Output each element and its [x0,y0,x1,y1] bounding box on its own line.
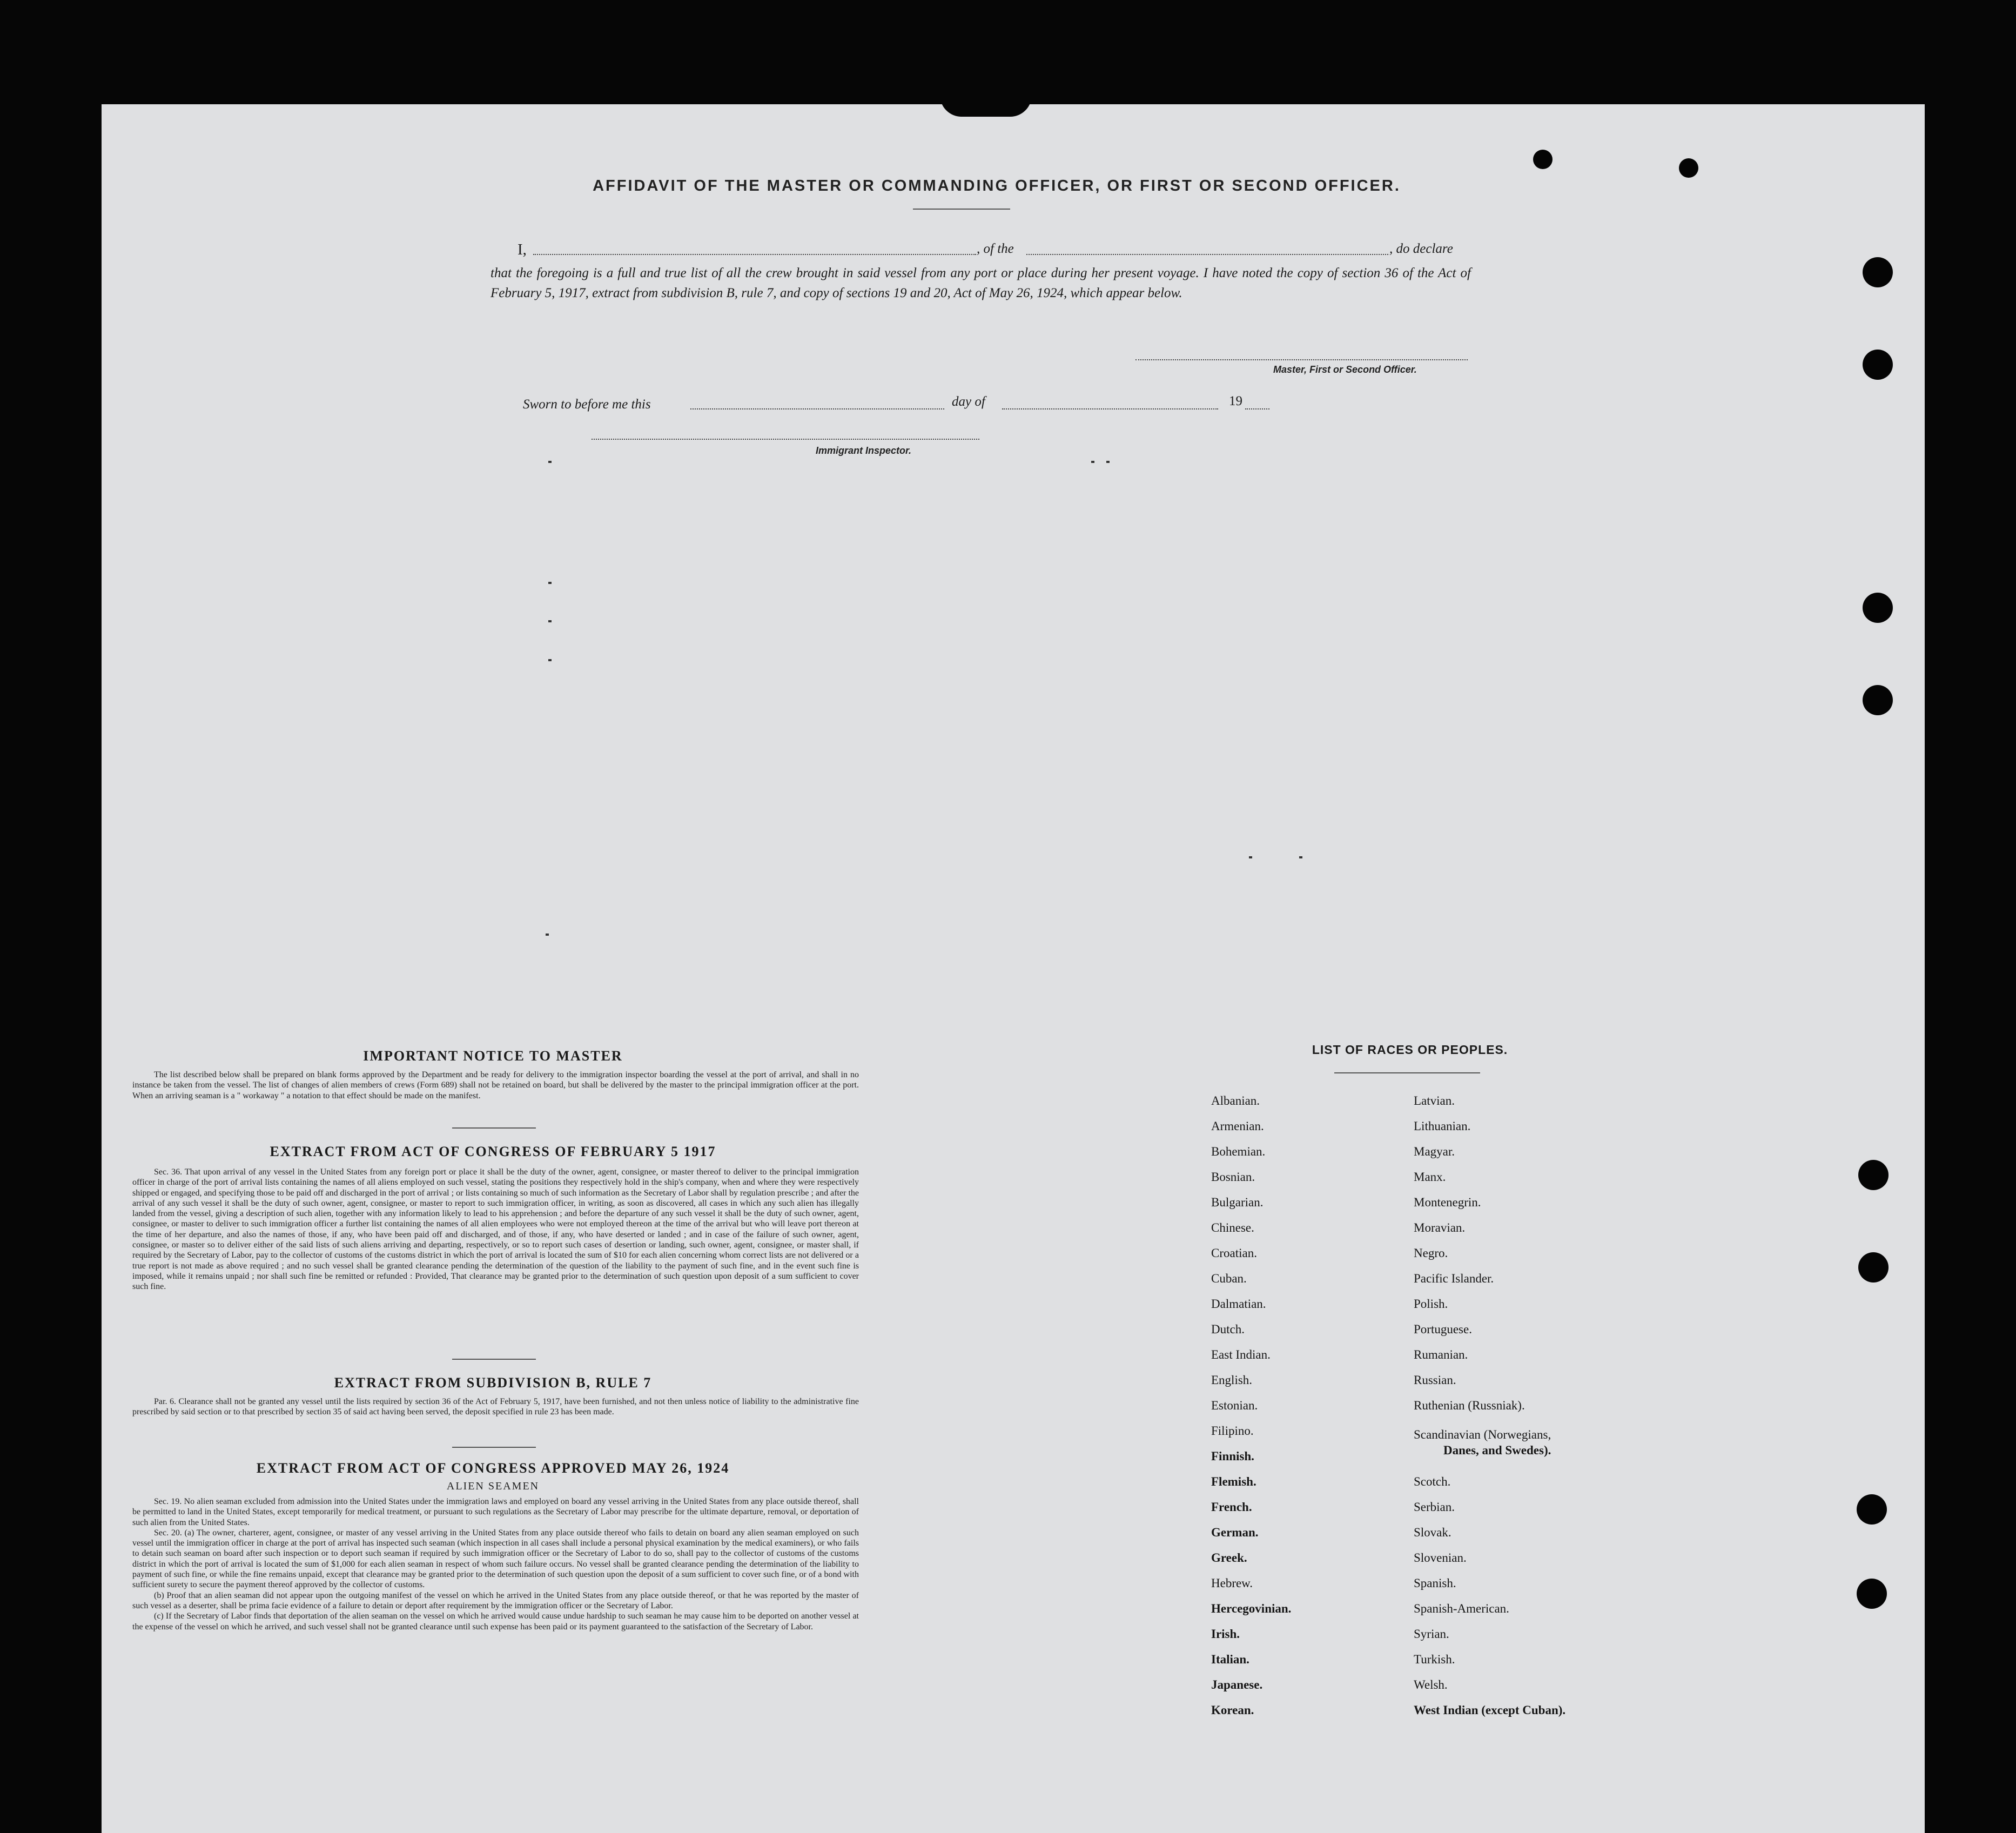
race-right: Manx. [1414,1170,1446,1184]
race-left: English. [1211,1373,1253,1387]
day-of-label: day of [952,394,985,409]
vessel-blank [1026,254,1388,255]
race-left: Chinese. [1211,1221,1254,1234]
section-rule [452,1359,536,1360]
do-declare-label: , do declare [1389,241,1453,256]
act1917-text [132,1167,859,1292]
race-right: Rumanian. [1414,1348,1468,1361]
race-right: Scotch. [1414,1475,1451,1488]
act1924-text [132,1496,859,1632]
punch-hole [1533,150,1553,169]
signature-caption: Master, First or Second Officer. [1273,364,1417,375]
affidavit-title: AFFIDAVIT OF THE MASTER OR COMMANDING OFFICER, OR FIRST OR SECOND OFFICER. [593,177,1401,194]
title-rule [913,209,1010,210]
speck [1299,856,1302,858]
race-left: East Indian. [1211,1348,1271,1361]
race-left: Hercegovinian. [1211,1602,1292,1615]
punch-hole [1863,257,1893,287]
subdivision-title: EXTRACT FROM SUBDIVISION B, RULE 7 [334,1375,652,1391]
subdivision-text [132,1396,859,1418]
speck [1106,461,1110,463]
punch-hole [1863,350,1893,380]
race-left: Italian. [1211,1653,1249,1666]
notice-paragraph: The list described below shall be prepared on blank forms approved by the Department and be ready for delivery to the immigration inspector boarding the vessel at the port of arrival, and shall in no instance be taken from the vessel. The list of changes of alien members of crews (Form 689) shall not be retained on board, but shall be delivered by the master to the principal immigration officer at the port. When an arriving seaman is a " workaway " a notation to that effect should be made on the manifest. [132,1070,859,1100]
punch-hole [1863,685,1893,715]
race-left: Armenian. [1211,1119,1264,1133]
race-right: Spanish-American. [1414,1602,1509,1615]
races-title-rule [1334,1072,1480,1073]
signature-line [1135,359,1468,360]
sworn-label: Sworn to before me this [523,397,651,412]
race-left: Estonian. [1211,1399,1258,1412]
race-left: Dalmatian. [1211,1297,1266,1311]
act1917-paragraph: Sec. 36. That upon arrival of any vessel in the United States from any foreign port or place it shall be the duty of the owner, agent, consignee, or master thereof to deliver to the principal immigration officer in charge of the port of arrival lists containing the names of all aliens employed on such vessel, stating the positions they respectively hold in the ship's company, when and where they were respectively shipped or engaged, and specifying those to be paid off and discharged in the port of arrival ; or lists containing so much of such information as the Secretary of Labor shall by regulation prescribe ; and after the arrival of any such vessel it shall be the duty of such owner, agent, consignee, or master to report to such immigration officer, in writing, as soon as discovered, all cases in which any such alien has illegally landed from the vessel, giving a description of such alien, together with any information likely to lead to his apprehension ; and before the departure of any such vessel it shall be the duty of such owner, agent, consignee, or master to deliver to such immigration officer a further list containing the names of all alien employees who were not employed thereon at the time of the arrival but who will leave port thereon at the time of her departure, and also the names of those, if any, who have been paid off and discharged, and of those, if any, who have deserted or landed ; and in case of the failure of such owner, agent, consignee, or master so to deliver either of the said lists of such aliens arriving and departing, respectively, or so to report such cases of desertion or landing, such owner, agent, consignee, or master shall, if required by the Secretary of Labor, pay to the collector of customs of the customs district in which the port of arrival is located the sum of $10 for each alien concerning whom correct lists are not delivered or a true report is not made as above required ; and no such vessel shall be granted clearance pending the determination of the question of the liability to the payment of such fine, and in the event such fine is imposed, while it remains unpaid ; nor shall such fine be remitted or refunded : Provided, That clearance may be granted prior to the determination of such question upon deposit of a sum sufficient to cover such fine. [132,1167,859,1292]
race-right: West Indian (except Cuban). [1414,1703,1566,1717]
race-right: Polish. [1414,1297,1448,1311]
race-right: Lithuanian. [1414,1119,1471,1133]
race-right: Ruthenian (Russniak). [1414,1399,1525,1412]
year-label: 19 [1229,394,1242,408]
punch-hole [1858,1252,1889,1283]
race-right: Welsh. [1414,1678,1448,1691]
race-right: Spanish. [1414,1576,1456,1590]
race-right: Portuguese. [1414,1322,1472,1336]
speck [548,582,552,584]
affidavit-statement: that the foregoing is a full and true list of all the crew brought in said vessel from any port or place during her present voyage. I have noted the copy of section 36 of the Act of February 5, 1917, extract from subdivision B, rule 7, and copy of sections 19 and 20, Act of May 26, 1924, which appear below. [490,266,1471,300]
race-left: Irish. [1211,1627,1240,1641]
race-left: Bohemian. [1211,1145,1266,1158]
act1924-title: EXTRACT FROM ACT OF CONGRESS APPROVED MAY 26, 1924 [256,1460,730,1476]
speck [1091,461,1094,463]
race-left: Greek. [1211,1551,1247,1565]
race-right: Moravian. [1414,1221,1466,1234]
race-left: Filipino. [1211,1424,1254,1438]
race-right: Negro. [1414,1246,1448,1260]
of-the-label: , of the [977,241,1014,256]
punch-hole [1858,1160,1889,1190]
race-right: Scandinavian (Norwegians, [1414,1428,1551,1441]
speck [548,461,552,463]
subdivision-paragraph: Par. 6. Clearance shall not be granted any vessel until the lists required by section 36 of the Act of February 5, 1917, have been furnished, and not then unless notice of liability to the administrative fine prescribed by said section or to that prescribed by section 35 of said act having been served, the deposit specified in rule 23 has been made. [132,1397,859,1417]
act1924-sec20a: Sec. 20. (a) The owner, charterer, agent, consignee, or master of any vessel arriving in the United States from any place outside thereof who fails to detain on board any alien seaman employed on such vessel until the immigration officer in charge at the port of arrival has inspected such seaman (which inspection in all cases shall include a personal physical examination by the medical examiners), or who fails to detain such seaman on board after such inspection or to deport such seaman if required by such immigration officer or the Secretary of Labor to do so, shall pay to the collector of customs of the customs district in which the port of arrival is located the sum of $1,000 for each alien seaman in respect of whom such failure occurs. No vessel shall be granted clearance pending the determination of the liability to payment of such fine, or while the fine remains unpaid, except that clearance may be granted prior to the determination of such question upon the deposit of a sum sufficient to cover such fine, or of a bond with sufficient surety to secure the payment thereof approved by the collector of customs. [132,1528,859,1590]
race-left: Croatian. [1211,1246,1257,1260]
race-left: Bosnian. [1211,1170,1255,1184]
section-rule [452,1447,536,1448]
punch-hole [1863,593,1893,623]
act1924-sec20b: (b) Proof that an alien seaman did not appear upon the outgoing manifest of the vessel on which he arrived in the United States from any place outside thereof, or that he was reported by the master of such vessel as a deserter, shall be prima facie evidence of a failure to detain or deport after requirement by the immigration officer or the Secretary of Labor. [132,1590,859,1610]
punch-hole [1857,1494,1887,1525]
notice-title: IMPORTANT NOTICE TO MASTER [363,1048,623,1064]
notice-text [132,1070,859,1101]
name-blank [533,254,976,255]
act1924-subtitle: ALIEN SEAMEN [446,1480,540,1492]
speck [546,934,549,936]
race-right: Slovenian. [1414,1551,1467,1565]
section-rule [452,1127,536,1129]
inspector-caption: Immigrant Inspector. [816,445,912,456]
act1924-sec20c: (c) If the Secretary of Labor finds that deportation of the alien seaman on the vessel on which he arrived would cause undue hardship to such seaman he may cause him to be deported on another vessel at the expense of the vessel on which he arrived, and such vessel shall not be granted clearance until such expense has been paid or its payment guaranteed to the satisfaction of the Secretary of Labor. [132,1612,859,1631]
inspector-signature-line [592,439,979,440]
sworn-day-blank [690,408,944,409]
punch-hole [1679,158,1698,178]
affidavit-i-label: I, [518,241,527,258]
act1917-title: EXTRACT FROM ACT OF CONGRESS OF FEBRUARY 5 1917 [270,1144,716,1159]
race-right: Syrian. [1414,1627,1449,1641]
race-left: Flemish. [1211,1475,1256,1488]
race-right: Serbian. [1414,1500,1455,1514]
race-left: Albanian. [1211,1094,1260,1107]
race-right: Turkish. [1414,1653,1455,1666]
race-right: Pacific Islander. [1414,1272,1494,1285]
race-left: Korean. [1211,1703,1254,1717]
races-title: LIST OF RACES OR PEOPLES. [1312,1043,1508,1057]
race-left: Cuban. [1211,1272,1247,1285]
race-right: Russian. [1414,1373,1456,1387]
race-left: Dutch. [1211,1322,1245,1336]
race-right: Magyar. [1414,1145,1455,1158]
speck [548,620,552,622]
act1924-sec19: Sec. 19. No alien seaman excluded from admission into the United States under the immigration laws and employed on board any vessel arriving in the United States from any place outside thereof, shall be permitted to land in the United States, except temporarily for medical treatment, or pursuant to such regulations as the Secretary of Labor may prescribe for the ultimate departure, removal, or deportation of such alien from the United States. [132,1497,859,1527]
race-left: Bulgarian. [1211,1196,1264,1209]
race-right: Latvian. [1414,1094,1455,1107]
race-right: Montenegrin. [1414,1196,1481,1209]
torn-edge [940,95,1032,117]
race-right: Slovak. [1414,1526,1451,1539]
race-left: Japanese. [1211,1678,1263,1691]
race-left: French. [1211,1500,1252,1514]
speck [1249,856,1252,858]
punch-hole [1857,1579,1887,1609]
race-left: Hebrew. [1211,1576,1253,1590]
race-left: Finnish. [1211,1449,1254,1463]
year-blank [1245,408,1269,409]
race-right: Danes, and Swedes). [1443,1443,1551,1457]
race-left: German. [1211,1526,1259,1539]
speck [548,659,552,661]
sworn-month-blank [1002,408,1218,409]
